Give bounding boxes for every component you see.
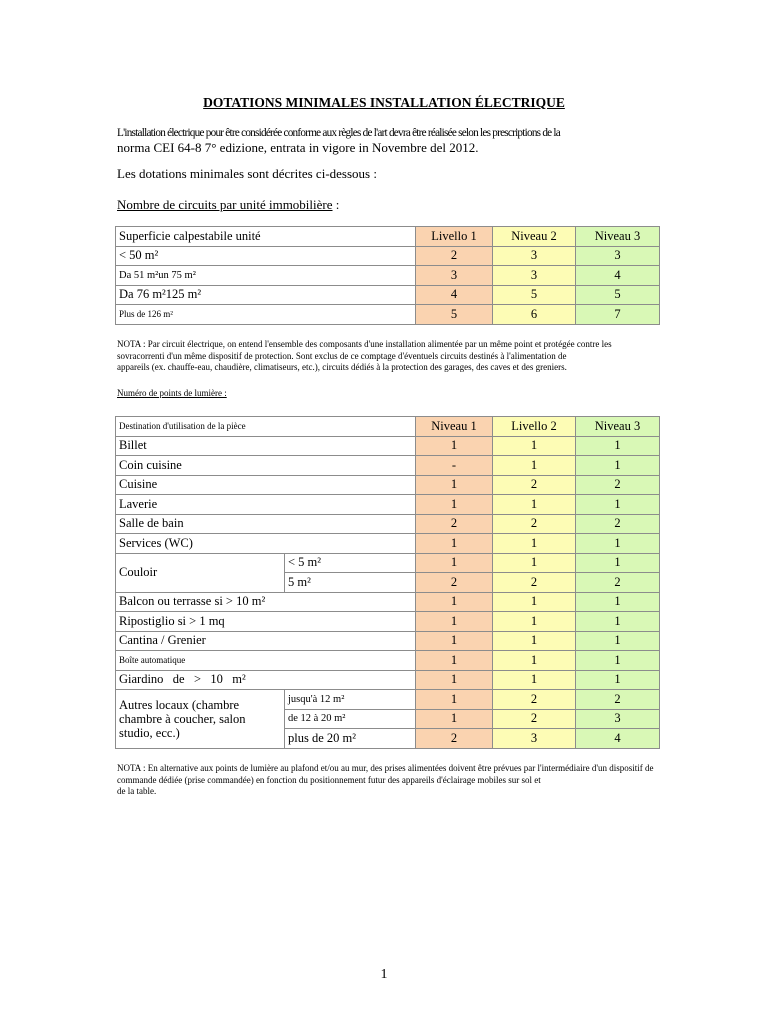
row-label: < 50 m² — [116, 246, 416, 266]
row-label: Ripostiglio si > 1 mq — [116, 612, 416, 632]
sub-label: 5 m² — [285, 573, 416, 593]
header-cell: Niveau 2 — [493, 227, 576, 247]
value-cell: 1 — [416, 690, 493, 710]
value-cell: 1 — [576, 456, 660, 476]
value-cell: - — [416, 456, 493, 476]
table-row — [116, 592, 660, 612]
value-cell: 3 — [493, 729, 576, 749]
row-label: Billet — [116, 436, 416, 456]
table-row — [116, 246, 660, 266]
value-cell: 2 — [416, 729, 493, 749]
light-points-heading: Numéro de points de lumière : — [117, 388, 227, 398]
value-cell: 2 — [493, 709, 576, 729]
row-label: Coin cuisine — [116, 456, 416, 476]
sub-label: plus de 20 m² — [285, 729, 416, 749]
value-cell: 2 — [493, 573, 576, 593]
table-row — [116, 670, 660, 690]
header-cell: Livello 2 — [493, 417, 576, 437]
value-cell: 2 — [493, 690, 576, 710]
circuits-note — [117, 339, 662, 374]
row-label: Balcon ou terrasse si > 10 m² — [116, 592, 416, 612]
value-cell: 1 — [493, 592, 576, 612]
value-cell: 2 — [493, 514, 576, 534]
row-label: Boîte automatique — [116, 651, 416, 671]
table-header-row — [116, 227, 660, 247]
value-cell: 1 — [416, 495, 493, 515]
value-cell: 1 — [493, 670, 576, 690]
value-cell: 1 — [493, 436, 576, 456]
table-row — [116, 631, 660, 651]
note-line: NOTA : En alternative aux points de lumière au plafond et/ou au mur, des prises alimentées doivent être prévues par l'intermédiaire d'un dispositif de — [117, 763, 654, 773]
header-cell: Livello 1 — [416, 227, 493, 247]
value-cell: 1 — [416, 553, 493, 573]
light-points-table — [115, 416, 660, 749]
value-cell: 1 — [416, 651, 493, 671]
value-cell: 1 — [576, 495, 660, 515]
value-cell: 1 — [493, 495, 576, 515]
value-cell: 2 — [416, 573, 493, 593]
circuits-table — [115, 226, 660, 325]
intro-line-2: norma CEI 64-8 7° edizione, entrata in vigore in Novembre del 2012. — [117, 140, 479, 155]
value-cell: 1 — [493, 553, 576, 573]
circuits-heading-text: Nombre de circuits par unité immobilière — [117, 197, 333, 212]
value-cell: 1 — [493, 651, 576, 671]
row-label: Da 51 m²un 75 m² — [116, 266, 416, 286]
light-points-note — [117, 763, 662, 798]
description-text: Les dotations minimales sont décrites ci-dessous : — [117, 166, 377, 181]
value-cell: 1 — [576, 534, 660, 554]
note-line: NOTA : Par circuit électrique, on entend l'ensemble des composants d'une installation alimentée par un même point et protégée contre les — [117, 339, 612, 349]
value-cell: 1 — [493, 612, 576, 632]
value-cell: 1 — [576, 631, 660, 651]
value-cell: 1 — [416, 436, 493, 456]
intro-line-1: L'installation électrique pour être considérée conforme aux règles de l'art devra être réalisée selon les prescriptions de la — [117, 127, 561, 139]
value-cell: 1 — [576, 651, 660, 671]
value-cell: 1 — [416, 475, 493, 495]
table-row — [116, 475, 660, 495]
value-cell: 2 — [416, 246, 493, 266]
sub-label: < 5 m² — [285, 553, 416, 573]
value-cell: 3 — [576, 709, 660, 729]
row-label: Da 76 m²125 m² — [116, 285, 416, 305]
value-cell: 1 — [416, 612, 493, 632]
row-label: Salle de bain — [116, 514, 416, 534]
table-row — [116, 553, 660, 573]
page-number: 1 — [380, 967, 388, 982]
table-row — [116, 456, 660, 476]
row-label: Autres locaux (chambre chambre à coucher, salon studio, ecc.) — [116, 690, 285, 749]
row-label: Cantina / Grenier — [116, 631, 416, 651]
value-cell: 5 — [416, 305, 493, 325]
table-row — [116, 651, 660, 671]
value-cell: 1 — [416, 592, 493, 612]
circuits-heading-suffix: : — [332, 197, 340, 212]
row-label: Laverie — [116, 495, 416, 515]
table-row — [116, 690, 660, 710]
row-label: Plus de 126 m² — [116, 305, 416, 325]
value-cell: 1 — [576, 553, 660, 573]
value-cell: 5 — [576, 285, 660, 305]
header-cell: Niveau 1 — [416, 417, 493, 437]
table-row — [116, 305, 660, 325]
page-title: DOTATIONS MINIMALES INSTALLATION ÉLECTRIQUE — [203, 95, 565, 110]
row-label: Cuisine — [116, 475, 416, 495]
value-cell: 5 — [493, 285, 576, 305]
circuits-heading — [117, 197, 339, 213]
value-cell: 1 — [493, 631, 576, 651]
value-cell: 1 — [576, 436, 660, 456]
value-cell: 2 — [576, 690, 660, 710]
header-cell: Destination d'utilisation de la pièce — [116, 417, 416, 437]
note-line: appareils (ex. chauffe-eau, chaudière, climatiseurs, etc.), circuits dédiés à la protection des garages, des caves et des greniers. — [117, 362, 567, 372]
row-label: Services (WC) — [116, 534, 416, 554]
row-label: Couloir — [116, 553, 285, 592]
table-row — [116, 514, 660, 534]
value-cell: 1 — [576, 670, 660, 690]
value-cell: 1 — [416, 709, 493, 729]
value-cell: 3 — [416, 266, 493, 286]
row-label: Giardino de > 10 m² — [116, 670, 416, 690]
header-cell: Superficie calpestabile unité — [116, 227, 416, 247]
value-cell: 2 — [576, 514, 660, 534]
value-cell: 3 — [493, 246, 576, 266]
value-cell: 3 — [493, 266, 576, 286]
header-cell: Niveau 3 — [576, 227, 660, 247]
table-header-row — [116, 417, 660, 437]
table-row — [116, 534, 660, 554]
table-row — [116, 495, 660, 515]
value-cell: 1 — [493, 456, 576, 476]
value-cell: 6 — [493, 305, 576, 325]
note-line: de la table. — [117, 786, 157, 796]
value-cell: 1 — [416, 631, 493, 651]
value-cell: 1 — [416, 670, 493, 690]
value-cell: 3 — [576, 246, 660, 266]
value-cell: 1 — [576, 612, 660, 632]
sub-label: de 12 à 20 m² — [285, 709, 416, 729]
value-cell: 2 — [493, 475, 576, 495]
note-line: commande dédiée (prise commandée) en fonction du positionnement futur des appareils d'éclairage mobiles sur sol et — [117, 774, 541, 785]
note-line: sovracorrenti d'un même dispositif de protection. Sont exclus de ce comptage d'éventuels circuits destinés à l'alimentation de — [117, 350, 567, 361]
value-cell: 4 — [416, 285, 493, 305]
table-row — [116, 266, 660, 286]
value-cell: 1 — [493, 534, 576, 554]
header-cell: Niveau 3 — [576, 417, 660, 437]
table-row — [116, 612, 660, 632]
sub-label: jusqu'à 12 m² — [285, 690, 416, 710]
table-row — [116, 436, 660, 456]
value-cell: 4 — [576, 266, 660, 286]
value-cell: 7 — [576, 305, 660, 325]
value-cell: 2 — [576, 573, 660, 593]
value-cell: 2 — [416, 514, 493, 534]
table-row — [116, 285, 660, 305]
value-cell: 1 — [416, 534, 493, 554]
value-cell: 1 — [576, 592, 660, 612]
value-cell: 4 — [576, 729, 660, 749]
value-cell: 2 — [576, 475, 660, 495]
